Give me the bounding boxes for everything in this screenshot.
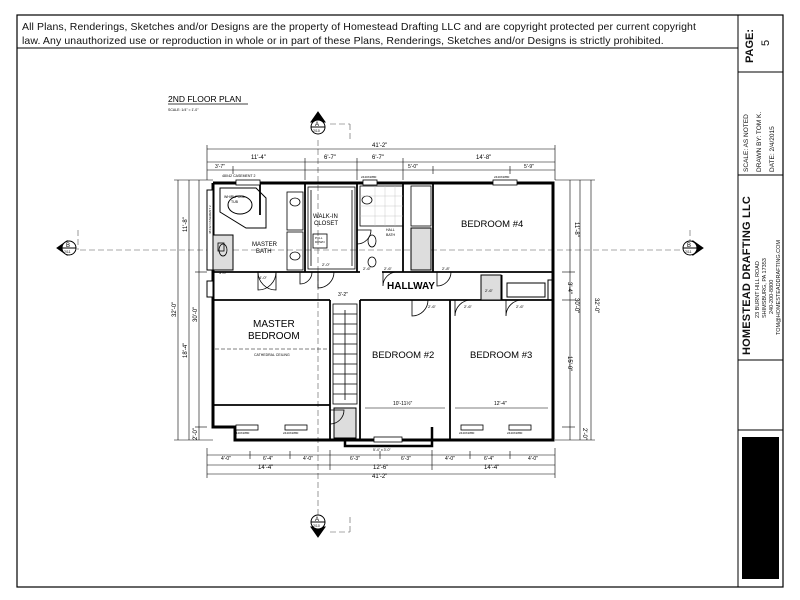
label-hall-bath-line2: BATH (386, 233, 396, 237)
dim-bot-4-0c: 4'-0" (445, 456, 455, 462)
section-left-ref: 2/11 (64, 250, 71, 254)
plan-scale: SCALE: 1/4" = 1'-0" (168, 108, 199, 112)
label-window-top: 48X42 CASEMENT 2 (222, 174, 256, 178)
dim-overall-width-top: 41'-2" (372, 143, 388, 149)
dim-stair: 3'-2" (338, 292, 348, 298)
dim-br2-width: 10'-11½" (393, 401, 413, 407)
scale-note: SCALE: AS NOTED (743, 114, 750, 172)
plan-title: 2ND FLOOR PLAN (168, 94, 242, 104)
dim-bot-14-4a: 14'-4" (258, 465, 274, 471)
room-bedroom3: BEDROOM #3 (470, 350, 533, 361)
drawing-date: DATE: 2/4/2015 (769, 126, 776, 172)
dim-right-15-0: 15'-0" (566, 356, 572, 372)
dim-top-5-0: 5'-0" (408, 164, 418, 170)
dim-door-2-0: 2'-0" (322, 262, 330, 267)
dim-door-2-8: 2'-8" (442, 266, 450, 271)
drawn-by: DRAWN BY: TOM K. (756, 111, 763, 172)
dim-bot-6-4b: 6'-4" (484, 456, 494, 462)
dim-top-5-9: 5'-9" (524, 164, 534, 170)
win-callout-e: 2440X2880 (361, 175, 377, 179)
dim-door-2-6f: 2'-6" (485, 288, 493, 293)
dim-left-2-0: 2'-0" (193, 428, 199, 440)
room-bedroom4: BEDROOM #4 (461, 219, 524, 230)
win-callout-b: 2440X2880 (283, 431, 299, 435)
room-master-bath-line1: MASTER (252, 242, 278, 248)
label-whirlpool-line2: TUB (231, 200, 238, 204)
dim-door-2-6: 2'-6" (384, 266, 392, 271)
room-hallway: HALLWAY (387, 281, 435, 292)
page-label: PAGE: (744, 28, 756, 63)
dim-bot-12-6: 12'-6" (373, 465, 389, 471)
dim-bot-41-2: 41'-2" (372, 474, 388, 480)
label-hall-bath-line1: HALL (386, 228, 395, 232)
copyright-notice (22, 20, 737, 48)
label-cathedral-ceiling: CATHEDRAL CEILING (254, 353, 290, 357)
dim-top-11-4: 11'-4" (251, 155, 266, 161)
section-bottom-letter: A (315, 517, 320, 523)
title-block-black-bar (742, 437, 779, 579)
dim-door-2-6b: 2'-6" (428, 304, 436, 309)
dim-left-11-8: 11'-8" (183, 217, 189, 232)
dim-br3-width: 12'-4" (494, 401, 507, 407)
section-top-letter: A (315, 122, 320, 128)
dim-door-4-0: 4'-0" (259, 275, 267, 280)
dim-right-11-8: 11'-8" (573, 222, 579, 237)
dim-top-14-8: 14'-8" (476, 155, 492, 161)
sheet-border (17, 15, 783, 587)
room-walkin-line2: CLOSET (314, 221, 339, 227)
company-name: HOMESTEAD DRAFTING LLC (741, 195, 753, 355)
dim-right-32-0: 32'-0" (593, 298, 599, 314)
dim-left-30-0: 30'-0" (193, 306, 199, 322)
dim-bot-14-4b: 14'-4" (484, 465, 500, 471)
dim-bot-6-3a: 6'-3" (350, 456, 360, 462)
dim-bot-4-0a: 4'-0" (221, 456, 231, 462)
copyright-line-1: All Plans, Renderings, Sketches and/or Designs are the property of Homestead Drafting LLC and are copyright protected per current copyright (22, 21, 696, 33)
section-left-letter: B (66, 243, 71, 249)
room-master-bedroom-line1: MASTER (253, 319, 295, 330)
section-top-ref: 2/10 (313, 129, 320, 133)
dim-door-2-6d: 2'-6" (516, 304, 524, 309)
room-master-bedroom-line2: BEDROOM (248, 331, 300, 342)
win-callout-a: 2440X2880 (234, 431, 250, 435)
page-number: 5 (760, 39, 772, 46)
dim-top-6-7a: 6'-7" (324, 155, 336, 161)
company-address-1: 23 BURNT HILL ROAD (755, 261, 761, 318)
dim-left-18-4: 18'-4" (183, 342, 189, 358)
company-address-2: SHIMSBURG, PA 17353 (762, 258, 768, 318)
room-bedroom2: BEDROOM #2 (372, 350, 435, 361)
label-window-side: 48X42 CASEMENT 2 (208, 205, 212, 234)
dim-door-3-0: 3'-0" (219, 270, 227, 275)
stairs (333, 304, 357, 404)
dim-bot-4-0b: 4'-0" (303, 456, 313, 462)
company-email: TOM@HOMESTEADDRAFTING.COM (776, 239, 782, 335)
label-pull-down-line2: DOWN (315, 240, 325, 244)
dim-top-6-7b: 6'-7" (372, 155, 384, 161)
dim-left-overall: 32'-0" (172, 301, 178, 317)
dim-right-2-0: 2'-0" (581, 428, 587, 440)
room-walkin-line1: WALK-IN (313, 214, 338, 220)
dim-bay: 5'-4" x 3'-0" (373, 448, 391, 452)
win-callout-c: 2440X2880 (459, 431, 475, 435)
label-pull-down-line1: PULL (315, 236, 323, 240)
copyright-line-2: law. Any unauthorized use or reproduction in whole or in part of these Plans, Renderings, Sketches and/or Designs is strictly prohibited. (22, 35, 664, 47)
dim-bot-6-4a: 6'-4" (263, 456, 273, 462)
dim-top-3-7: 3'-7" (215, 164, 225, 170)
room-master-bath-line2: BATH (256, 249, 272, 255)
dim-bot-6-3b: 6'-3" (401, 456, 411, 462)
dim-right-30-0: 30'-0" (573, 298, 579, 314)
company-phone: 240-200-8800 (769, 279, 775, 314)
section-right-ref: 2/11 (685, 250, 692, 254)
section-bottom-ref: 2/10 (313, 524, 320, 528)
label-whirlpool-line1: WHIRLPOOL (224, 195, 246, 199)
section-right-letter: B (687, 243, 692, 249)
door-swings (258, 230, 522, 424)
win-callout-f: 2440X2880 (494, 175, 510, 179)
win-callout-d: 2440X2880 (507, 431, 523, 435)
dim-door-2-6e: 2'-6" (363, 266, 371, 271)
dim-right-3-4: 3'-4" (566, 282, 572, 294)
dim-bot-4-0d: 4'-0" (528, 456, 538, 462)
dim-door-2-6c: 2'-6" (464, 304, 472, 309)
